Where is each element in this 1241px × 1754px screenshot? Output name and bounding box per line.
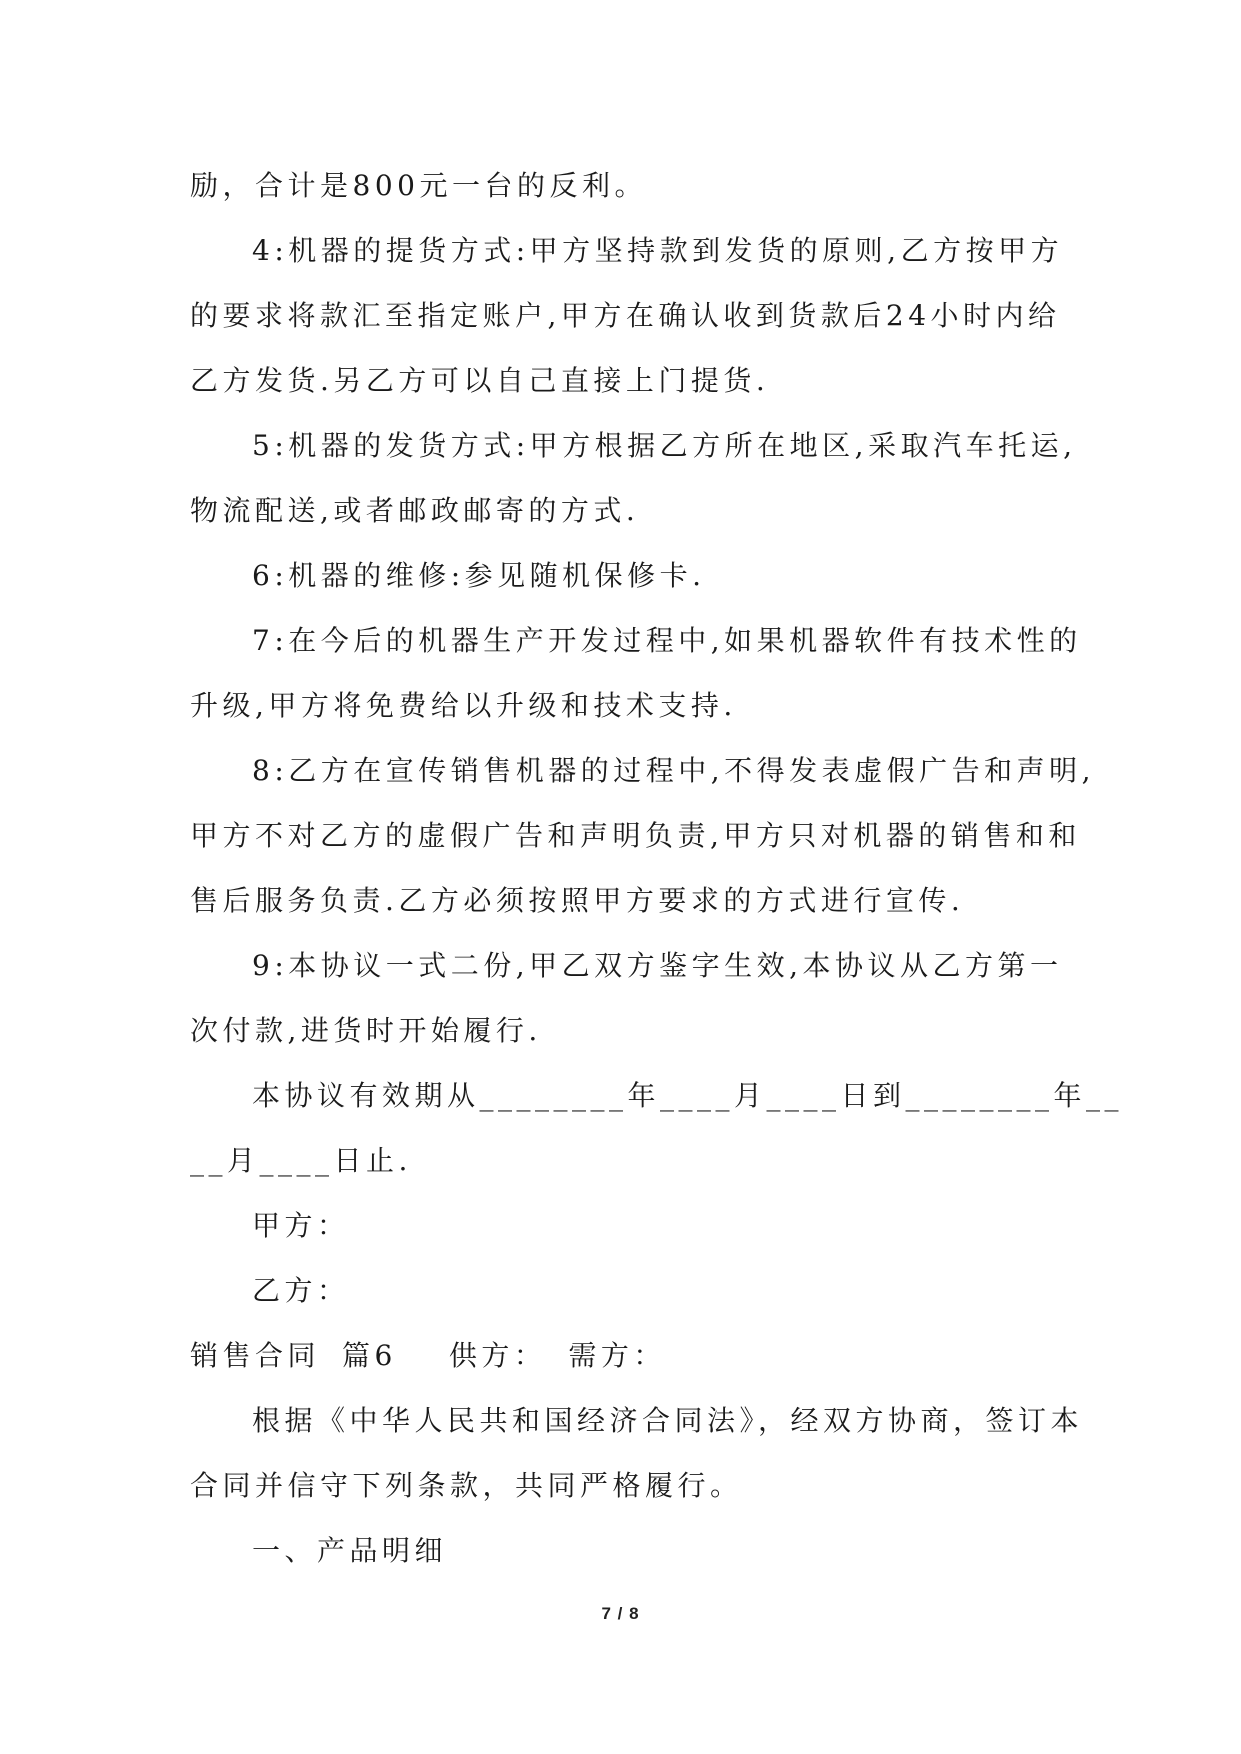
buyer-label: 需方： [568,1339,666,1372]
page-number: 7 / 8 [601,1604,640,1623]
text-line: 物流配送,或者邮政邮寄的方式. [190,494,640,527]
text-line: 8:乙方在宣传销售机器的过程中,不得发表虚假广告和声明, [252,754,1096,787]
text-line: 合同并信守下列条款，共同严格履行。 [190,1469,743,1502]
party-b-signature-label: 乙方： [252,1274,350,1307]
text-line: 6:机器的维修:参见随机保修卡. [252,559,706,592]
document-body [190,158,1124,1588]
text-line: 5:机器的发货方式:甲方根据乙方所在地区,采取汽车托运, [252,429,1077,462]
text-line: 励，合计是800元一台的反利。 [190,169,647,202]
subsection-heading: 一、产品明细 [252,1534,448,1567]
validity-period-line: 本协议有效期从________年____月____日到________年__ [252,1079,1124,1112]
section-part: 篇6 [342,1339,397,1372]
supplier-label: 供方： [448,1339,547,1372]
text-line: 售后服务负责.乙方必须按照甲方要求的方式进行宣传. [190,884,965,917]
text-line: 4:机器的提货方式:甲方坚持款到发货的原则,乙方按甲方 [252,234,1064,267]
text-line: 的要求将款汇至指定账户,甲方在确认收到货款后24小时内给 [190,299,1061,332]
text-line: 根据《中华人民共和国经济合同法》，经双方协商，签订本 [252,1404,1084,1437]
section-heading [190,1328,1060,1393]
text-line: 甲方不对乙方的虚假广告和声明负责,甲方只对机器的销售和和 [190,819,1081,852]
text-line: 9:本协议一式二份,甲乙双方鉴字生效,本协议从乙方第一 [252,949,1063,982]
party-a-signature-label: 甲方： [252,1209,350,1242]
text-line: 乙方发货.另乙方可以自己直接上门提货. [190,364,770,397]
text-line: 次付款,进货时开始履行. [190,1014,542,1047]
text-line: 7:在今后的机器生产开发过程中,如果机器软件有技术性的 [252,624,1082,657]
validity-period-line-end: __月____日止. [190,1144,412,1177]
text-line: 升级,甲方将免费给以升级和技术支持. [190,689,737,722]
section-title: 销售合同 [190,1339,321,1372]
